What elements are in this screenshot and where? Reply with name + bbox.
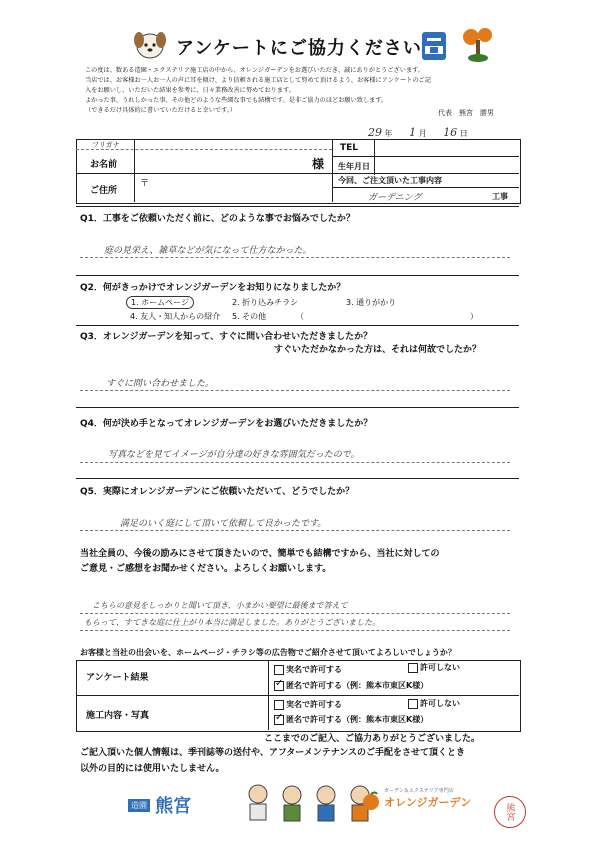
birth-label: 生年月日 [338, 162, 370, 171]
page-title: アンケートにご協力ください [176, 38, 422, 59]
comments-answer-line2: もらって、すてきな庭に仕上がり本当に満足しました。ありがとうございました。 [84, 618, 381, 627]
permission-question: お客様と当社の出会いを、ホームページ・チラシ等の広告物でご紹介させて頂いてよろしいでしょうか？ [80, 648, 456, 657]
date-month: 1 [409, 126, 417, 139]
comments-prompt-line2: ご意見・ご感想をお聞かせください。よろしくお願いします。 [80, 564, 332, 574]
q3-question: Q3．オレンジガーデンを知って、すぐに問い合わせいただきましたか？ [80, 332, 373, 342]
furigana-label: フリガナ [92, 141, 120, 149]
orange-tree-icon [458, 26, 498, 64]
mascot-icon [128, 28, 172, 62]
checkbox[interactable] [408, 663, 418, 673]
checkbox-checked[interactable] [274, 711, 284, 725]
signature: 代表 熊宮 勝男 [438, 109, 494, 117]
q1-question: Q1．工事をご依頼いただく前に、どのような事でお悩みでしたか？ [80, 214, 355, 224]
permission-row-label: 施工内容・写真 [86, 711, 150, 721]
q5-answer: 満足のいく庭にして頂いて依頼して良かったです。 [120, 519, 327, 529]
intro-line: この度は、数ある造園・エクステリア施工店の中から、オレンジガーデンをお選びいただき、誠にありがとうございます。 [85, 67, 424, 74]
name-stamp [494, 796, 526, 828]
thanks-text: ここまでのご記入、ご協力ありがとうございました。 [264, 734, 481, 744]
permission-option-deny[interactable] [408, 698, 460, 709]
footer-orange-icon [360, 790, 382, 812]
intro-line: よかった事、うれしかった事、その他どのような些細な事でも結構です。是非ご協力のほどお願い致します。 [85, 97, 388, 104]
work-suffix: 工事 [492, 192, 508, 201]
check-mark-icon: ✓ [275, 711, 284, 723]
intro-line: （できるだけ具体的に書いていただけると幸いです。） [85, 107, 237, 114]
comments-answer-line1: こちらの意見をしっかりと聞いて頂き、小まかい要望に最後まで答えて [92, 601, 348, 610]
logo-main-text: オレンジガーデン [384, 796, 472, 809]
date-month-label: 月 [418, 129, 427, 138]
checkbox[interactable] [274, 665, 284, 675]
checkbox-checked[interactable] [274, 677, 284, 691]
logo-small-text: 造園 [128, 799, 150, 812]
date-day-label: 日 [459, 129, 468, 138]
q2-other-close: ） [470, 312, 478, 321]
honorific: 様 [312, 157, 325, 171]
option-label: 実名で許可する [286, 665, 342, 674]
q1-answer: 庭の見栄え、雑草などが気になって仕方なかった。 [104, 246, 312, 256]
postal-mark: 〒 [140, 179, 150, 189]
date-year-label: 年 [384, 129, 393, 138]
option-label: 匿名で許可する（例：熊本市東区K様） [286, 681, 429, 690]
date-day: 16 [443, 126, 458, 139]
q4-question: Q4．何が決め手となってオレンジガーデンをお選びいただきましたか？ [80, 419, 373, 429]
tel-label: TEL [340, 143, 359, 153]
permission-option-anon[interactable] [274, 677, 429, 691]
q4-answer: 写真などを見てイメージが自分達の好きな雰囲気だったので。 [108, 450, 360, 460]
permission-row-label: アンケート結果 [86, 673, 149, 683]
comments-prompt-line1: 当社全員の、今後の励みにさせて頂きたいので、簡単でも結構ですから、当社に対しての [80, 549, 440, 559]
intro-line: 入をお願いし、いただいた結果を参考に、日々業務改善に努めております。 [85, 87, 295, 94]
footer-logo-left [128, 792, 191, 818]
date [368, 126, 468, 139]
q2-option-passing[interactable]: 3. 通りがかり [346, 298, 397, 307]
q2-option-homepage[interactable] [126, 296, 194, 309]
footer-logo-right [384, 787, 471, 810]
q3-answer: すぐに問い合わせました。 [106, 379, 215, 389]
q2-option-label: 1. ホームページ [126, 296, 194, 309]
logo-main-text: 熊宮 [155, 796, 192, 817]
address-label: ご住所 [90, 186, 118, 196]
option-label: 匿名で許可する（例：熊本市東区K様） [286, 715, 429, 724]
q3-sub: すぐいただかなかった方は、それは何故でしたか？ [274, 345, 482, 355]
permission-option-real[interactable] [274, 699, 342, 710]
logo-tagline: ガーデン＆エクステリア専門店 [384, 788, 454, 794]
q2-option-flyer[interactable]: 2. 折り込みチラシ [232, 298, 299, 307]
permission-option-deny[interactable] [408, 662, 460, 673]
q2-question: Q2．何がきっかけでオレンジガーデンをお知りになりましたか？ [80, 283, 346, 293]
q2-option-referral[interactable]: 4. 友人・知人からの紹介 [130, 312, 221, 321]
check-mark-icon: ✓ [275, 677, 284, 689]
privacy-line1: ご記入頂いた個人情報は、季刊誌等の送付や、アフターメンテナンスのご手配をさせて頂くとき [80, 748, 466, 758]
q2-option-other[interactable]: 5. その他 [232, 312, 267, 321]
checkbox[interactable] [408, 699, 418, 709]
option-label: 実名で許可する [286, 700, 342, 709]
q5-question: Q5．実際にオレンジガーデンにご依頼いただいて、どうでしたか？ [80, 487, 355, 497]
checkbox[interactable] [274, 700, 284, 710]
option-label: 許可しない [420, 663, 460, 672]
stamp-text: 熊宮 [504, 803, 515, 821]
permission-option-real[interactable] [274, 664, 342, 675]
work-value: ガーデニング [368, 193, 422, 203]
q2-other-open: （ [296, 312, 304, 321]
intro-line: 当店では、お客様お一人お一人の声に耳を傾け、より信頼される施工店として努めて頂けるよう、お客様にアンケートのご記 [85, 77, 431, 84]
permission-option-anon[interactable] [274, 711, 429, 725]
work-label: 今回、ご注文頂いた工事内容 [338, 176, 442, 185]
shop-logo-icon [418, 30, 450, 62]
privacy-line2: 以外の目的には使用いたしません。 [80, 764, 225, 774]
name-label: お名前 [90, 160, 118, 170]
option-label: 許可しない [420, 699, 460, 708]
date-year: 29 [368, 126, 382, 139]
